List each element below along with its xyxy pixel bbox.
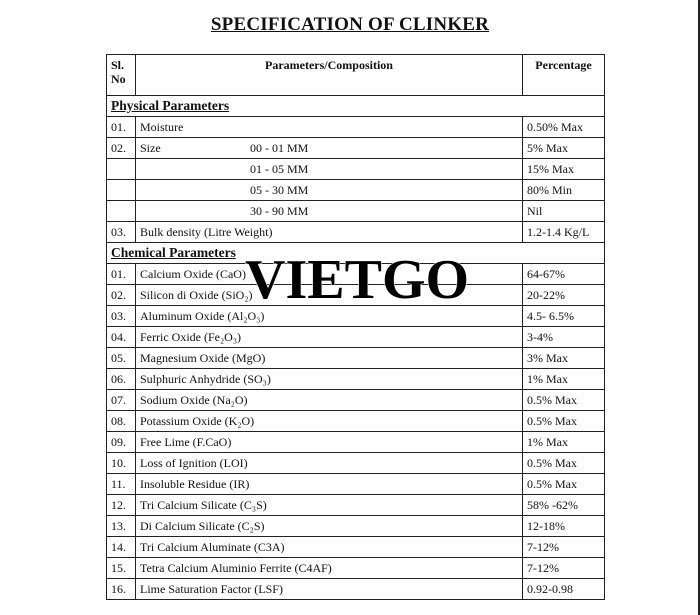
size-range: 00 - 01 MM [250, 141, 309, 155]
row-number: 01. [107, 264, 136, 285]
section-title: Chemical Parameters [107, 243, 605, 264]
row-parameter: Free Lime (F.CaO) [136, 432, 523, 453]
table-row [107, 558, 605, 579]
row-number: 03. [107, 306, 136, 327]
table-row [107, 432, 605, 453]
document-title: SPECIFICATION OF CLINKER [210, 14, 490, 35]
table-row [107, 495, 605, 516]
row-value: 5% Max [523, 138, 605, 159]
row-parameter [136, 159, 523, 180]
row-value: 7-12% [523, 537, 605, 558]
row-value: 0.5% Max [523, 453, 605, 474]
table-row [107, 264, 605, 285]
section-chemical-parameters [107, 243, 605, 264]
row-value: 64-67% [523, 264, 605, 285]
table-row [107, 537, 605, 558]
row-parameter: Potassium Oxide (K₂O) [136, 411, 523, 432]
row-parameter: Moisture [136, 117, 523, 138]
row-parameter: Tri Calcium Silicate (C₃S) [136, 495, 523, 516]
row-number: 04. [107, 327, 136, 348]
row-value: 3% Max [523, 348, 605, 369]
table-header-row [107, 55, 605, 96]
size-range: 30 - 90 MM [250, 204, 309, 218]
row-value: 0.5% Max [523, 474, 605, 495]
table-row [107, 474, 605, 495]
row-value: 1% Max [523, 369, 605, 390]
row-number: 12. [107, 495, 136, 516]
row-parameter: Insoluble Residue (IR) [136, 474, 523, 495]
row-parameter: Tri Calcium Aluminate (C3A) [136, 537, 523, 558]
row-value: 20-22% [523, 285, 605, 306]
specification-table [106, 54, 605, 600]
table-row [107, 411, 605, 432]
row-number: 11. [107, 474, 136, 495]
table-row [107, 306, 605, 327]
row-value: Nil [523, 201, 605, 222]
table-row [107, 117, 605, 138]
row-value: 4.5- 6.5% [523, 306, 605, 327]
row-value: 15% Max [523, 159, 605, 180]
row-value: 0.92-0.98 [523, 579, 605, 600]
row-parameter: Silicon di Oxide (SiO₂) [136, 285, 523, 306]
parameters-header: Parameters/Composition [136, 55, 523, 96]
sl-no-header: Sl. No [107, 55, 136, 96]
row-parameter: Magnesium Oxide (MgO) [136, 348, 523, 369]
row-parameter: Sodium Oxide (Na₂O) [136, 390, 523, 411]
size-range: 01 - 05 MM [250, 162, 309, 176]
row-parameter: Aluminum Oxide (Al₂O₃) [136, 306, 523, 327]
percentage-header: Percentage [523, 55, 605, 96]
row-parameter: Bulk density (Litre Weight) [136, 222, 523, 243]
table-row [107, 222, 605, 243]
row-number: 06. [107, 369, 136, 390]
row-value: 0.50% Max [523, 117, 605, 138]
row-value: 0.5% Max [523, 390, 605, 411]
row-number: 14. [107, 537, 136, 558]
table-row [107, 453, 605, 474]
row-parameter: Ferric Oxide (Fe₂O₃) [136, 327, 523, 348]
row-parameter: Di Calcium Silicate (C₂S) [136, 516, 523, 537]
table-row [107, 390, 605, 411]
row-value: 7-12% [523, 558, 605, 579]
row-number: 15. [107, 558, 136, 579]
row-number: 03. [107, 222, 136, 243]
row-number: 07. [107, 390, 136, 411]
table-row [107, 348, 605, 369]
row-number [107, 180, 136, 201]
table-row [107, 285, 605, 306]
watermark-logo: VIETGO [245, 249, 470, 311]
table-row [107, 369, 605, 390]
table-row [107, 516, 605, 537]
row-parameter: Sulphuric Anhydride (SO₃) [136, 369, 523, 390]
row-parameter: Calcium Oxide (CaO) [136, 264, 523, 285]
row-parameter: Loss of Ignition (LOI) [136, 453, 523, 474]
row-value: 12-18% [523, 516, 605, 537]
row-number: 10. [107, 453, 136, 474]
size-range: 05 - 30 MM [250, 183, 309, 197]
row-number: 02. [107, 285, 136, 306]
row-number: 13. [107, 516, 136, 537]
row-value: 1% Max [523, 432, 605, 453]
table-row [107, 579, 605, 600]
row-number: 16. [107, 579, 136, 600]
row-parameter [136, 180, 523, 201]
row-number: 09. [107, 432, 136, 453]
section-physical-parameters [107, 96, 605, 117]
row-value: 3-4% [523, 327, 605, 348]
size-label: Size [140, 140, 161, 155]
row-value: 58% -62% [523, 495, 605, 516]
row-number: 05. [107, 348, 136, 369]
row-parameter [136, 201, 523, 222]
row-number: 08. [107, 411, 136, 432]
row-parameter [136, 138, 523, 159]
table-row [107, 201, 605, 222]
table-row [107, 327, 605, 348]
row-number: 02. [107, 138, 136, 159]
row-parameter: Tetra Calcium Aluminio Ferrite (C4AF) [136, 558, 523, 579]
table-row [107, 180, 605, 201]
table-row [107, 159, 605, 180]
row-number [107, 159, 136, 180]
section-title: Physical Parameters [107, 96, 605, 117]
row-number: 01. [107, 117, 136, 138]
table-row [107, 138, 605, 159]
row-parameter: Lime Saturation Factor (LSF) [136, 579, 523, 600]
row-value: 0.5% Max [523, 411, 605, 432]
row-number [107, 201, 136, 222]
row-value: 80% Min [523, 180, 605, 201]
row-value: 1.2-1.4 Kg/L [523, 222, 605, 243]
